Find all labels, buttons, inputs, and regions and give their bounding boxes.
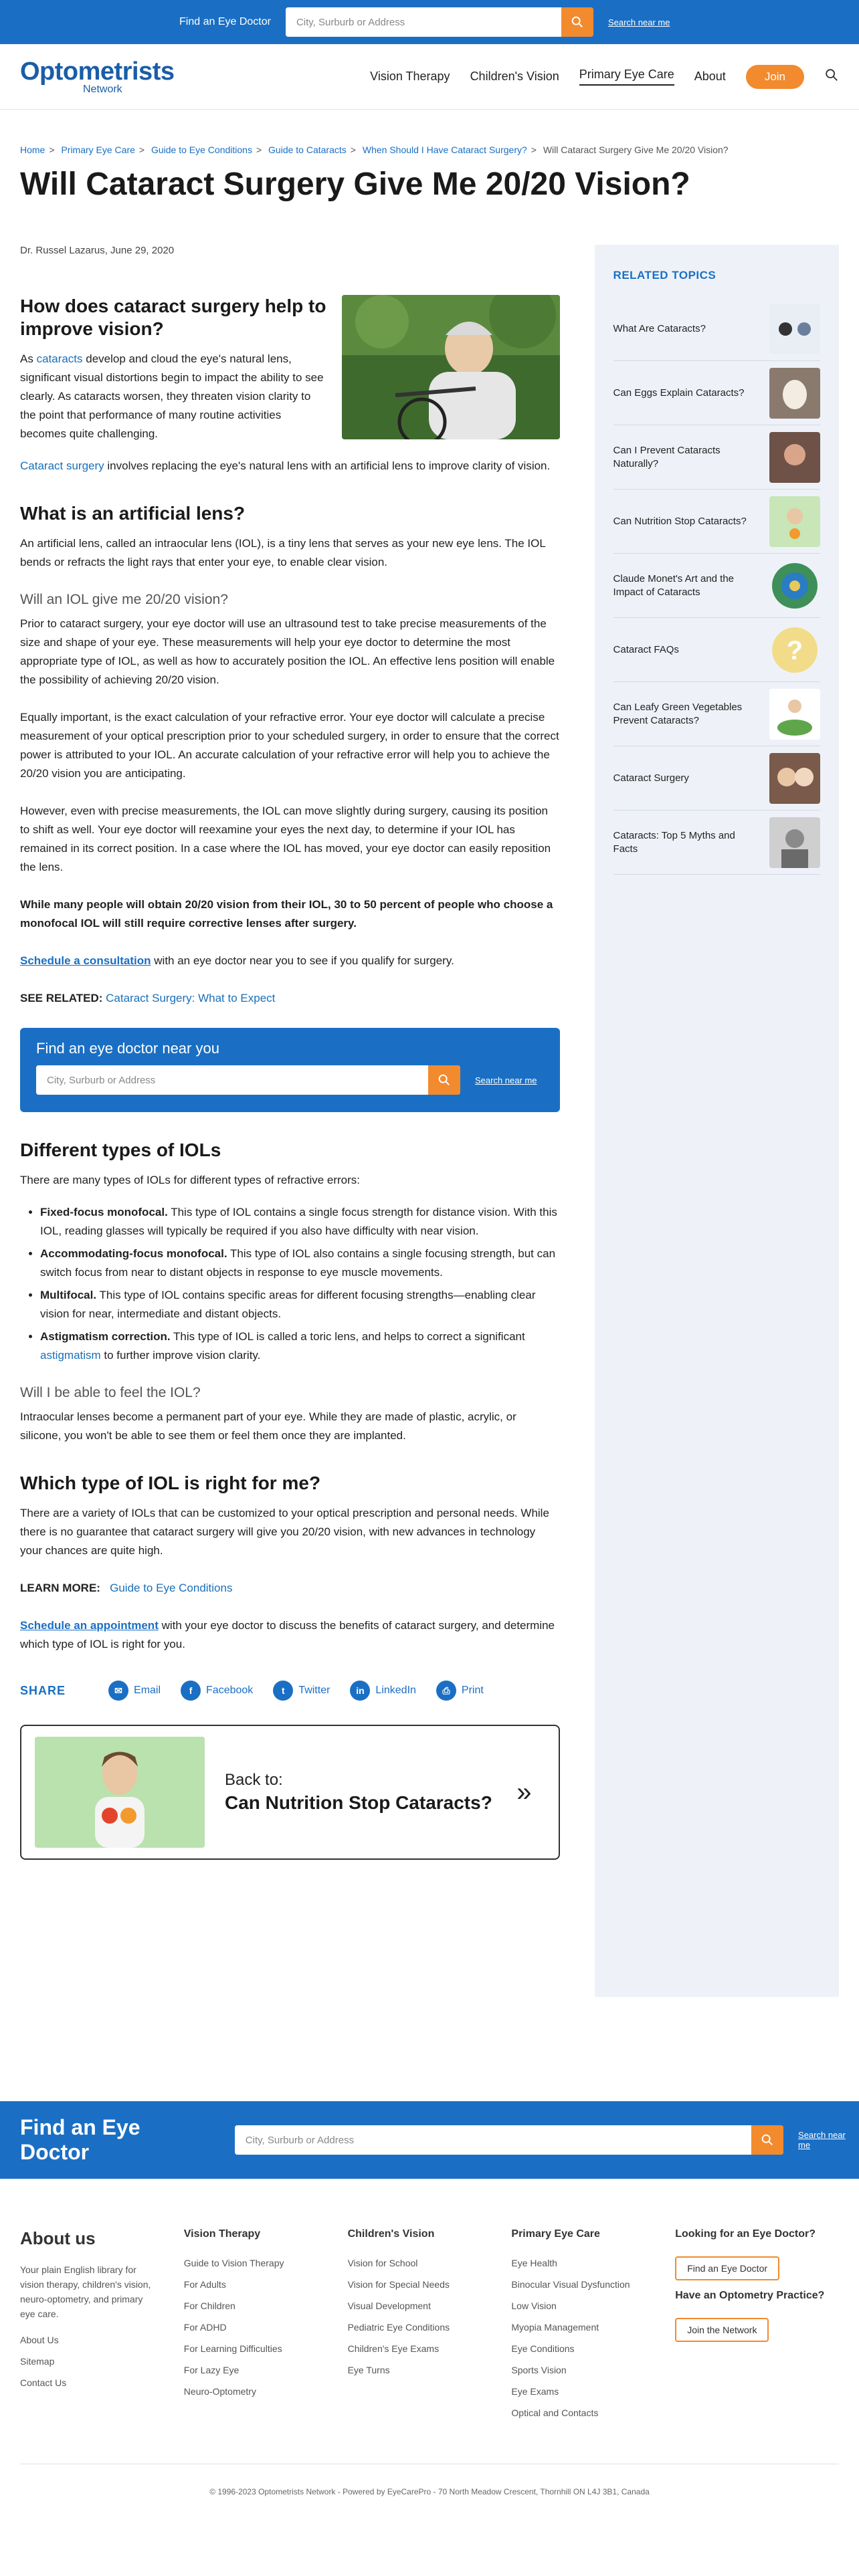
print-icon: ⎙ <box>436 1681 456 1701</box>
footer-looking-title: Looking for an Eye Doctor? <box>675 2228 816 2240</box>
nav-childrens-vision[interactable]: Children's Vision <box>470 70 559 83</box>
footer-about-title: About us <box>20 2228 96 2248</box>
paragraph-percent: While many people will obtain 20/20 vision from their IOL, 30 to 50 percent of people who choose a monofocal IOL will still require corrective lenses after surgery. <box>20 898 553 930</box>
site-header <box>0 44 859 110</box>
nav-about[interactable]: About <box>694 70 726 83</box>
breadcrumb-primary-eye-care[interactable]: Primary Eye Care <box>61 144 135 155</box>
footer-link[interactable]: For Adults <box>183 2279 226 2290</box>
footer-pec-title: Primary Eye Care <box>511 2228 600 2240</box>
topic-thumbnail <box>769 368 820 419</box>
breadcrumb: Home > Primary Eye Care > Guide to Eye Conditions > Guide to Cataracts > When Should I Have Cataract Surgery? > Will Cataract Surgery Give Me 20/20 Vision? <box>20 144 729 155</box>
topic-thumbnail <box>769 496 820 547</box>
footer-link[interactable]: Sports Vision <box>511 2365 567 2375</box>
nav-search-button[interactable] <box>824 68 839 86</box>
find-doctor-box <box>20 1028 560 1112</box>
heading-artificial-lens: What is an artificial lens? <box>20 503 246 524</box>
breadcrumb-home[interactable]: Home <box>20 144 45 155</box>
twitter-icon: t <box>273 1681 293 1701</box>
related-topics-sidebar <box>595 245 839 1997</box>
find-box-search <box>36 1065 460 1095</box>
learn-more-link[interactable]: Guide to Eye Conditions <box>110 1582 233 1594</box>
footer-link[interactable]: Children's Eye Exams <box>347 2343 440 2354</box>
fruit-photo <box>35 1737 205 1848</box>
topic-thumbnail <box>769 432 820 483</box>
back-to-title: Can Nutrition Stop Cataracts? <box>225 1792 492 1813</box>
search-icon <box>824 68 839 82</box>
related-topics-title: RELATED TOPICS <box>613 269 717 282</box>
footer-link[interactable]: For Learning Difficulties <box>183 2343 282 2354</box>
schedule-appointment-link[interactable]: Schedule an appointment <box>20 1619 159 1632</box>
footer-link[interactable]: Optical and Contacts <box>511 2407 599 2418</box>
schedule-consultation-link[interactable]: Schedule a consultation <box>20 954 151 967</box>
byline: Dr. Russel Lazarus, June 29, 2020 <box>20 245 175 256</box>
share-label: SHARE <box>20 1683 66 1697</box>
topic-thumbnail <box>769 304 820 354</box>
nav-primary-eye-care[interactable]: Primary Eye Care <box>579 68 674 86</box>
astigmatism-link[interactable]: astigmatism <box>40 1349 101 1362</box>
svg-text:?: ? <box>786 635 803 665</box>
footer-link[interactable]: Binocular Visual Dysfunction <box>511 2279 630 2290</box>
related-topic[interactable]: Cataract FAQs ? <box>613 618 820 682</box>
share-twitter-button[interactable]: t Twitter <box>273 1681 330 1701</box>
heading-improve-vision: How does cataract surgery help to improve vision? <box>20 296 326 339</box>
footer-link[interactable]: Low Vision <box>511 2300 557 2311</box>
related-topic[interactable]: Claude Monet's Art and the Impact of Cataracts <box>613 554 820 618</box>
footer-link[interactable]: Guide to Vision Therapy <box>183 2258 284 2268</box>
footer-link[interactable]: Eye Conditions <box>511 2343 575 2354</box>
list-item: • Astigmatism correction. This type of IOL is called a toric lens, and helps to correct a significant astigmatism to further improve vision clarity. <box>40 1327 560 1365</box>
footer-link[interactable]: Pediatric Eye Conditions <box>347 2322 450 2333</box>
footer-link[interactable]: Visual Development <box>347 2300 431 2311</box>
related-topic[interactable]: Cataract Surgery <box>613 746 820 811</box>
top-search-button[interactable] <box>561 7 593 37</box>
search-near-me-link[interactable]: Search near me <box>607 17 670 27</box>
cataracts-link[interactable]: cataracts <box>36 352 83 365</box>
footer-link[interactable]: Myopia Management <box>511 2322 599 2333</box>
copyright: © 1996-2023 Optometrists Network - Powered by EyeCarePro - 70 North Meadow Crescent, Thornhill ON L4J 3B1, Canada <box>20 2464 839 2563</box>
footer-link[interactable]: Vision for School <box>347 2258 418 2268</box>
see-related-link[interactable]: Cataract Surgery: What to Expect <box>106 992 276 1004</box>
related-topic[interactable]: Cataracts: Top 5 Myths and Facts <box>613 811 820 875</box>
related-topic[interactable]: Can I Prevent Cataracts Naturally? <box>613 425 820 490</box>
footer-link[interactable]: Eye Turns <box>347 2365 390 2375</box>
footer-link[interactable]: For ADHD <box>183 2322 227 2333</box>
breadcrumb-current: Will Cataract Surgery Give Me 20/20 Vision? <box>543 144 729 155</box>
paragraph-right-type: There are a variety of IOLs that can be customized to your optical prescription and personal needs. While there is no guarantee that cataract surgery will give you 20/20 vision, with new advances in technology your chances are quite high. <box>20 1507 549 1557</box>
see-related: SEE RELATED: Cataract Surgery: What to Expect <box>20 992 276 1004</box>
paragraph-cataract-surgery: Cataract surgery involves replacing the eye's natural lens with an artificial lens to improve clarity of vision. <box>20 459 551 472</box>
footer-about-desc: Your plain English library for vision therapy, children's vision, neuro-optometry, and primary eye care. <box>20 2264 151 2319</box>
search-icon <box>760 2133 775 2147</box>
find-box-input[interactable] <box>36 1065 428 1095</box>
topic-thumbnail <box>769 817 820 868</box>
list-item: • Accommodating-focus monofocal. This type of IOL also contains a single focusing strength, but can switch focus from near to distant objects in response to eye muscle movements. <box>40 1245 560 1282</box>
related-topic[interactable]: What Are Cataracts? <box>613 297 820 361</box>
topic-thumbnail <box>769 689 820 740</box>
linkedin-icon: in <box>350 1681 370 1701</box>
footer-near-link[interactable]: Search near me <box>798 2130 846 2150</box>
related-topic[interactable]: Can Leafy Green Vegetables Prevent Cataracts? <box>613 682 820 746</box>
paragraph-reposition: However, even with precise measurements, the IOL can move slightly during surgery, causing its position to shift as well. Your eye doctor will reexamine your eyes the next day, to determine if your IOL has remained in its correct position. In a case where the IOL has moved, your eye doctor can easily reposition the lens. <box>20 804 551 873</box>
topic-thumbnail <box>769 560 820 611</box>
footer-link[interactable]: Eye Health <box>511 2258 557 2268</box>
cataract-surgery-link[interactable]: Cataract surgery <box>20 459 104 472</box>
footer-vt-title: Vision Therapy <box>183 2228 261 2240</box>
related-topic[interactable]: Can Nutrition Stop Cataracts? <box>613 490 820 554</box>
footer-search-button[interactable] <box>751 2125 783 2155</box>
topic-thumbnail <box>769 625 820 675</box>
share-email-button[interactable]: ✉ Email <box>108 1681 161 1701</box>
article-body <box>20 245 560 1997</box>
email-icon: ✉ <box>108 1681 128 1701</box>
heading-types: Different types of IOLs <box>20 1140 221 1160</box>
footer-link[interactable]: Sitemap <box>20 2356 55 2367</box>
footer-link[interactable]: About Us <box>20 2335 59 2345</box>
breadcrumb-guide-eye-conditions[interactable]: Guide to Eye Conditions <box>151 144 252 155</box>
find-box-search-button[interactable] <box>428 1065 460 1095</box>
paragraph-schedule: Schedule a consultation with an eye doctor near you to see if you qualify for surgery. <box>20 954 454 967</box>
share-linkedin-button[interactable]: in LinkedIn <box>350 1681 416 1701</box>
top-search-input[interactable] <box>286 7 561 37</box>
paragraph-feel: Intraocular lenses become a permanent part of your eye. While they are made of plastic, acrylic, or silicone, you won't be able to see them or feel them once they are implanted. <box>20 1410 516 1442</box>
heading-right-type: Which type of IOL is right for me? <box>20 1473 321 1493</box>
find-box-near-link[interactable]: Search near me <box>475 1075 537 1085</box>
join-button[interactable]: Join <box>746 65 804 89</box>
facebook-icon: f <box>181 1681 201 1701</box>
page-title: Will Cataract Surgery Give Me 20/20 Vision? <box>20 167 690 202</box>
footer-cv-title: Children's Vision <box>347 2228 435 2240</box>
iol-types-list <box>40 1203 560 1365</box>
learn-more: LEARN MORE: Guide to Eye Conditions <box>20 1582 233 1594</box>
double-chevron-right-icon: » <box>516 1777 532 1807</box>
footer-link[interactable]: Neuro-Optometry <box>183 2386 256 2397</box>
heading-20-20: Will an IOL give me 20/20 vision? <box>20 592 228 607</box>
related-topic[interactable]: Can Eggs Explain Cataracts? <box>613 361 820 425</box>
share-print-button[interactable]: ⎙ Print <box>436 1681 484 1701</box>
back-to-card[interactable] <box>20 1725 560 1860</box>
paragraph-cataracts: As cataracts develop and cloud the eye's natural lens, significant visual distortions begin to impact the ability to see clearly. As cataracts worsen, they threaten vision clarity to the point that performance of many routine activities becomes quite challenging. <box>20 352 324 440</box>
footer-find-title: Find an Eye Doctor <box>20 2115 140 2164</box>
top-search <box>286 7 593 37</box>
footer-link[interactable]: Vision for Special Needs <box>347 2279 450 2290</box>
topic-thumbnail <box>769 753 820 804</box>
paragraph-artificial-lens: An artificial lens, called an intraocular lens (IOL), is a tiny lens that serves as your new eye lens. The IOL bends or refracts the light rays that enter your eye, to enable clear vision. <box>20 537 546 568</box>
list-item: • Multifocal. This type of IOL contains specific areas for different focusing strengths—enabling clear vision for near, intermediate and distant objects. <box>40 1286 560 1323</box>
back-to-label: Back to: <box>225 1771 283 1789</box>
footer-find-bar <box>0 2101 859 2179</box>
footer-search <box>235 2125 783 2155</box>
main-nav <box>370 65 839 89</box>
logo-main: Optometrists <box>20 57 175 86</box>
search-icon <box>437 1073 452 1087</box>
breadcrumb-when-surgery[interactable]: When Should I Have Cataract Surgery? <box>362 144 527 155</box>
logo-sub: Network <box>83 83 122 95</box>
paragraph-types-intro: There are many types of IOLs for different types of refractive errors: <box>20 1174 361 1186</box>
footer-find-doctor-button[interactable]: Find an Eye Doctor <box>675 2256 779 2280</box>
top-bar <box>0 0 859 44</box>
paragraph-refractive: Equally important, is the exact calculation of your refractive error. Your eye doctor will calculate a precise measurement of your optical prescription prior to your scheduled surgery, in order to ensure that the correct power is attributed to your IOL. An accurate calculation of your refractive error will help you to achieve the 20/20 vision you are anticipating. <box>20 711 559 780</box>
paragraph-appointment: Schedule an appointment with your eye doctor to discuss the benefits of cataract surgery, and determine which type of IOL is right for you. <box>20 1619 555 1650</box>
share-bar <box>20 1681 560 1701</box>
breadcrumb-guide-cataracts[interactable]: Guide to Cataracts <box>268 144 347 155</box>
search-icon <box>570 15 585 29</box>
find-doctor-label: Find an Eye Doctor <box>179 16 271 27</box>
footer-search-input[interactable] <box>235 2125 751 2155</box>
site-footer <box>0 2179 859 2424</box>
footer-link[interactable]: Contact Us <box>20 2377 67 2388</box>
share-facebook-button[interactable]: f Facebook <box>181 1681 253 1701</box>
cyclist-photo <box>342 295 560 439</box>
footer-practice-title: Have an Optometry Practice? <box>675 2290 825 2301</box>
footer-link[interactable]: Eye Exams <box>511 2386 559 2397</box>
list-item: • Fixed-focus monofocal. This type of IOL contains a single focus strength for distance vision. With this IOL, reading glasses will typically be required if you also have difficulty with near vision. <box>40 1203 560 1241</box>
footer-join-network-button[interactable]: Join the Network <box>675 2318 769 2342</box>
site-logo[interactable] <box>20 59 301 95</box>
nav-vision-therapy[interactable]: Vision Therapy <box>370 70 450 83</box>
footer-link[interactable]: For Lazy Eye <box>183 2365 240 2375</box>
heading-feel: Will I be able to feel the IOL? <box>20 1385 201 1400</box>
find-box-title: Find an eye doctor near you <box>36 1040 219 1057</box>
paragraph-ultrasound: Prior to cataract surgery, your eye doctor will use an ultrasound test to take precise measurements of the size and shape of your eye. These measurements will help your eye doctor to determine the most appropriate type of IOL, as well as how to accurately position the IOL. An effective lens position will enable the possibility of achieving 20/20 vision. <box>20 617 555 686</box>
footer-link[interactable]: For Children <box>183 2300 235 2311</box>
